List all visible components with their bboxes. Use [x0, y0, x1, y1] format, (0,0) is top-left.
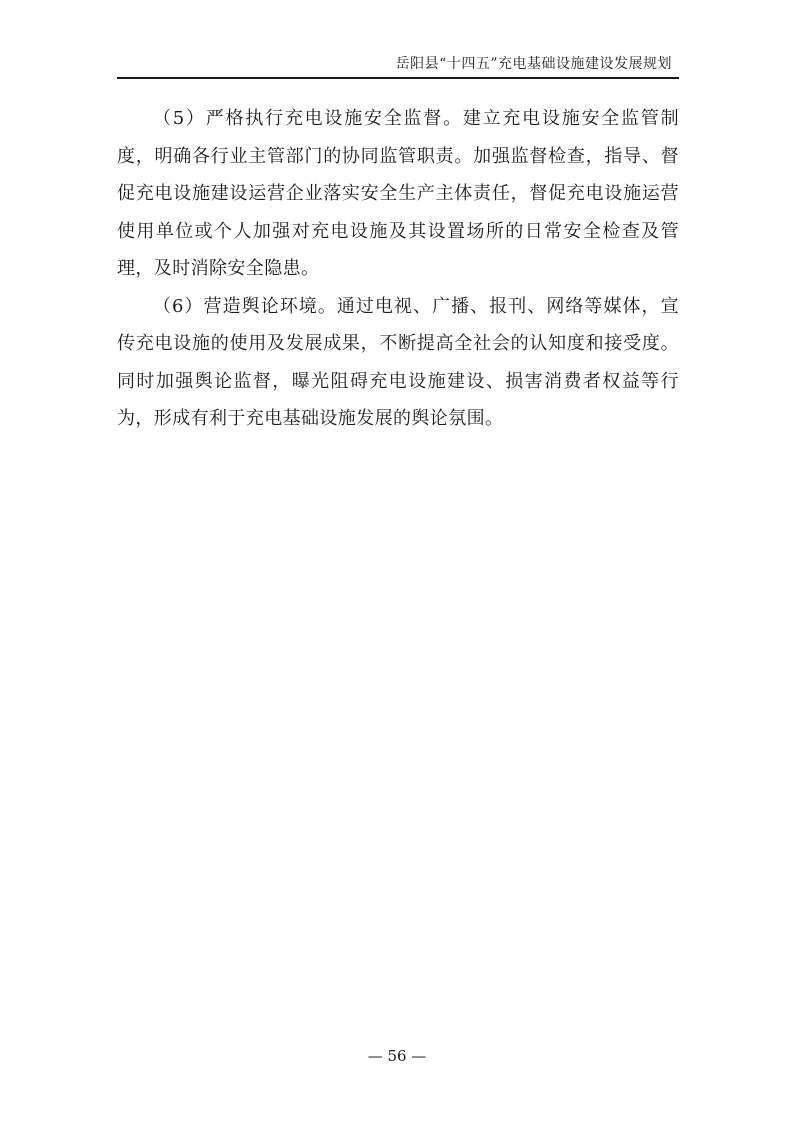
- running-header-title: 岳阳县“十四五”充电基础设施建设发展规划: [395, 56, 672, 72]
- page-number: — 56 —: [367, 1047, 427, 1065]
- paragraph-safety-supervision: （5）严格执行充电设施安全监督。建立充电设施安全监管制度，明确各行业主管部门的协同监管职责。加强监督检查，指导、督促充电设施建设运营企业落实安全生产主体责任，督促充电设施运营使用单位或个人加强对充电设施及其设置场所的日常安全检查及管理，及时消除安全隐患。: [117, 108, 679, 279]
- document-body: [117, 100, 679, 438]
- paragraph-public-opinion: （6）营造舆论环境。通过电视、广播、报刊、网络等媒体，宣传充电设施的使用及发展成果，不断提高全社会的认知度和接受度。同时加强舆论监督，曝光阻碍充电设施建设、损害消费者权益等行为，形成有利于充电基础设施发展的舆论氛围。: [117, 295, 679, 429]
- header-divider: [117, 77, 679, 79]
